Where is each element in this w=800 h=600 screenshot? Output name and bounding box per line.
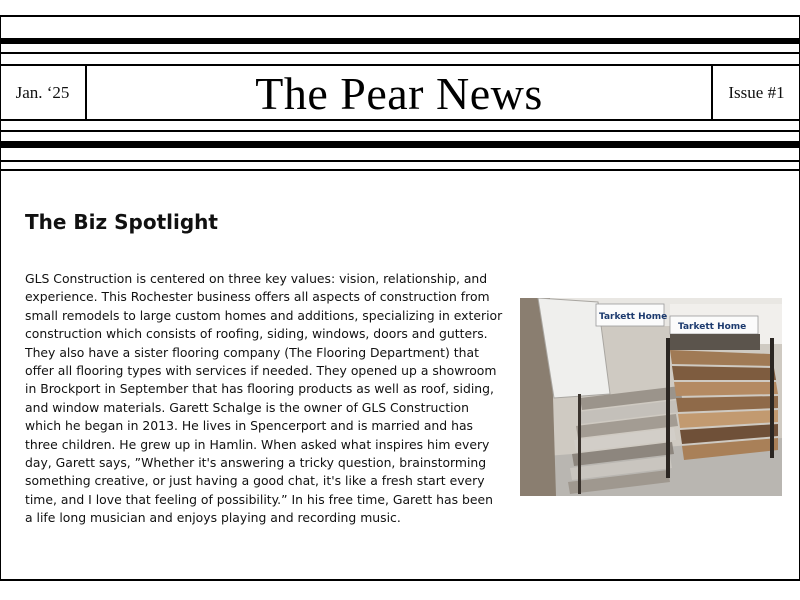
- sign-left-text: Tarkett Home: [599, 312, 668, 322]
- showroom-photo: [520, 298, 782, 496]
- header-thin-rule-top: [0, 52, 800, 54]
- header-thick-rule-bottom: [0, 141, 800, 148]
- issue-number: Issue #1: [711, 66, 800, 119]
- newspaper-title: The Pear News: [255, 67, 543, 119]
- section-heading: The Biz Spotlight: [25, 210, 218, 234]
- sign-right-text: Tarkett Home: [678, 322, 747, 332]
- top-rule: [0, 15, 800, 17]
- header-thin-rule-low: [0, 160, 800, 162]
- issue-date: Jan. ‘25: [0, 66, 87, 119]
- bottom-rule: [0, 579, 800, 581]
- header-thick-rule-top: [0, 38, 800, 44]
- masthead: [0, 64, 800, 121]
- header-thin-rule-lowest: [0, 169, 800, 171]
- header-thin-rule-bottom: [0, 130, 800, 132]
- article-body: GLS Construction is centered on three key values: vision, relationship, and experience. This Rochester business offers all aspects of construction from small remodels to large custom homes and additions, specializing in exterior construction which consists of roofing, siding, windows, doors and gutters. They also have a sister flooring company (The Flooring Department) that offer all flooring types with services if needed. They opened up a showroom in Brockport in September that has flooring products as well as roof, siding, and window materials. Garett Schalge is the owner of GLS Construction which he began in 2013. He lives in Spencerport and is married and has three children. He grew up in Hamlin. When asked what inspires him every day, Garett says, ”Whether it's answering a tricky question, brainstorming something creative, or just having a good chat, it's like a fresh start every time, and I love that feeling of possibility.” In his free time, Garett has been a life long musician and enjoys playing and recording music.: [25, 271, 503, 526]
